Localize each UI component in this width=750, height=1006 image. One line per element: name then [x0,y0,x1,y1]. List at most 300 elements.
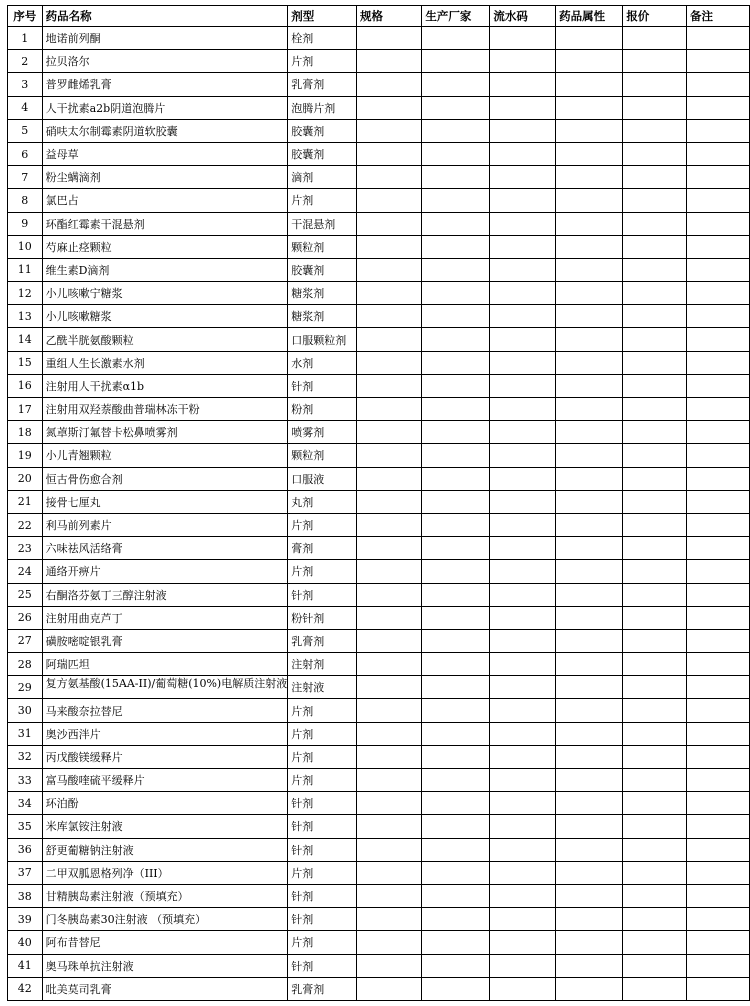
row-manufacturer-cell[interactable] [422,421,490,444]
row-remarks-cell[interactable] [687,305,750,328]
row-price-cell[interactable] [623,166,687,189]
row-spec-cell[interactable] [357,769,422,792]
row-drug-attribute-cell[interactable] [556,305,623,328]
row-price-cell[interactable] [623,908,687,931]
row-spec-cell[interactable] [357,908,422,931]
row-spec-cell[interactable] [357,282,422,305]
row-remarks-cell[interactable] [687,96,750,119]
row-serial-code-cell[interactable] [490,282,556,305]
row-remarks-cell[interactable] [687,189,750,212]
row-manufacturer-cell[interactable] [422,560,490,583]
row-drug-attribute-cell[interactable] [556,977,623,1000]
row-remarks-cell[interactable] [687,142,750,165]
row-drug-attribute-cell[interactable] [556,119,623,142]
row-manufacturer-cell[interactable] [422,73,490,96]
row-spec-cell[interactable] [357,722,422,745]
row-drug-attribute-cell[interactable] [556,212,623,235]
row-index: 13 [8,305,43,328]
row-manufacturer-cell[interactable] [422,212,490,235]
row-price-cell[interactable] [623,977,687,1000]
table-row [8,884,750,907]
row-price-cell[interactable] [623,235,687,258]
row-spec-cell[interactable] [357,258,422,281]
row-drug-attribute-cell[interactable] [556,815,623,838]
row-index: 12 [8,282,43,305]
row-remarks-cell[interactable] [687,513,750,536]
row-manufacturer-cell[interactable] [422,189,490,212]
row-manufacturer-cell[interactable] [422,537,490,560]
row-drug-attribute-cell[interactable] [556,792,623,815]
row-manufacturer-cell[interactable] [422,931,490,954]
row-serial-code-cell[interactable] [490,722,556,745]
row-serial-code-cell[interactable] [490,27,556,50]
row-drug-attribute-cell[interactable] [556,699,623,722]
row-spec-cell[interactable] [357,861,422,884]
row-spec-cell[interactable] [357,583,422,606]
row-drug-name: 利马前列素片 [42,513,288,536]
row-drug-attribute-cell[interactable] [556,769,623,792]
row-index: 1 [8,27,43,50]
row-price-cell[interactable] [623,560,687,583]
row-price-cell[interactable] [623,653,687,676]
row-dosage-form: 针剂 [288,954,357,977]
row-manufacturer-cell[interactable] [422,722,490,745]
row-drug-attribute-cell[interactable] [556,884,623,907]
row-remarks-cell[interactable] [687,490,750,513]
row-price-cell[interactable] [623,398,687,421]
row-dosage-form: 针剂 [288,815,357,838]
row-serial-code-cell[interactable] [490,50,556,73]
row-manufacturer-cell[interactable] [422,861,490,884]
row-serial-code-cell[interactable] [490,421,556,444]
row-spec-cell[interactable] [357,792,422,815]
row-remarks-cell[interactable] [687,537,750,560]
row-remarks-cell[interactable] [687,606,750,629]
row-remarks-cell[interactable] [687,166,750,189]
row-drug-attribute-cell[interactable] [556,745,623,768]
row-manufacturer-cell[interactable] [422,351,490,374]
row-dosage-form: 口服颗粒剂 [288,328,357,351]
table-row [8,769,750,792]
row-serial-code-cell[interactable] [490,490,556,513]
row-serial-code-cell[interactable] [490,560,556,583]
row-serial-code-cell[interactable] [490,212,556,235]
row-serial-code-cell[interactable] [490,606,556,629]
row-remarks-cell[interactable] [687,884,750,907]
row-drug-attribute-cell[interactable] [556,189,623,212]
row-serial-code-cell[interactable] [490,73,556,96]
row-serial-code-cell[interactable] [490,305,556,328]
table-row [8,119,750,142]
row-drug-attribute-cell[interactable] [556,351,623,374]
row-serial-code-cell[interactable] [490,142,556,165]
row-index: 31 [8,722,43,745]
row-serial-code-cell[interactable] [490,908,556,931]
row-price-cell[interactable] [623,328,687,351]
row-spec-cell[interactable] [357,328,422,351]
row-remarks-cell[interactable] [687,258,750,281]
row-price-cell[interactable] [623,119,687,142]
row-spec-cell[interactable] [357,235,422,258]
row-serial-code-cell[interactable] [490,629,556,652]
row-spec-cell[interactable] [357,838,422,861]
row-manufacturer-cell[interactable] [422,699,490,722]
row-price-cell[interactable] [623,699,687,722]
row-serial-code-cell[interactable] [490,583,556,606]
row-drug-attribute-cell[interactable] [556,258,623,281]
row-index: 37 [8,861,43,884]
row-remarks-cell[interactable] [687,861,750,884]
row-index: 7 [8,166,43,189]
row-spec-cell[interactable] [357,27,422,50]
row-spec-cell[interactable] [357,212,422,235]
row-drug-name: 粉尘螨滴剂 [42,166,288,189]
table-row [8,212,750,235]
row-index: 23 [8,537,43,560]
row-dosage-form: 片剂 [288,699,357,722]
table-row [8,235,750,258]
row-manufacturer-cell[interactable] [422,258,490,281]
row-manufacturer-cell[interactable] [422,444,490,467]
row-serial-code-cell[interactable] [490,513,556,536]
row-serial-code-cell[interactable] [490,676,556,699]
row-serial-code-cell[interactable] [490,977,556,1000]
row-remarks-cell[interactable] [687,977,750,1000]
row-price-cell[interactable] [623,351,687,374]
row-manufacturer-cell[interactable] [422,305,490,328]
row-spec-cell[interactable] [357,653,422,676]
row-price-cell[interactable] [623,305,687,328]
row-drug-attribute-cell[interactable] [556,96,623,119]
row-manufacturer-cell[interactable] [422,27,490,50]
row-serial-code-cell[interactable] [490,653,556,676]
row-spec-cell[interactable] [357,398,422,421]
row-serial-code-cell[interactable] [490,792,556,815]
row-drug-attribute-cell[interactable] [556,50,623,73]
row-manufacturer-cell[interactable] [422,629,490,652]
row-spec-cell[interactable] [357,421,422,444]
table-row [8,676,750,699]
row-remarks-cell[interactable] [687,50,750,73]
row-dosage-form: 粉针剂 [288,606,357,629]
row-price-cell[interactable] [623,745,687,768]
row-spec-cell[interactable] [357,189,422,212]
row-drug-attribute-cell[interactable] [556,653,623,676]
row-drug-attribute-cell[interactable] [556,722,623,745]
row-drug-attribute-cell[interactable] [556,328,623,351]
row-drug-attribute-cell[interactable] [556,513,623,536]
table-row [8,490,750,513]
row-manufacturer-cell[interactable] [422,838,490,861]
row-price-cell[interactable] [623,838,687,861]
row-serial-code-cell[interactable] [490,954,556,977]
row-serial-code-cell[interactable] [490,96,556,119]
row-manufacturer-cell[interactable] [422,96,490,119]
row-price-cell[interactable] [623,282,687,305]
row-drug-attribute-cell[interactable] [556,908,623,931]
row-drug-attribute-cell[interactable] [556,606,623,629]
row-price-cell[interactable] [623,722,687,745]
table-row [8,351,750,374]
row-drug-attribute-cell[interactable] [556,27,623,50]
row-spec-cell[interactable] [357,50,422,73]
row-drug-attribute-cell[interactable] [556,166,623,189]
row-serial-code-cell[interactable] [490,745,556,768]
row-drug-name: 重组人生长激素水剂 [42,351,288,374]
row-price-cell[interactable] [623,444,687,467]
row-spec-cell[interactable] [357,954,422,977]
row-serial-code-cell[interactable] [490,699,556,722]
row-price-cell[interactable] [623,815,687,838]
table-body [8,27,750,1001]
row-drug-attribute-cell[interactable] [556,931,623,954]
row-manufacturer-cell[interactable] [422,606,490,629]
row-drug-name-text: 复方氨基酸(15AA-II)/葡萄糖(10%)电解质注射液 [45,677,288,691]
row-serial-code-cell[interactable] [490,374,556,397]
row-manufacturer-cell[interactable] [422,467,490,490]
row-drug-attribute-cell[interactable] [556,560,623,583]
row-index: 30 [8,699,43,722]
row-price-cell[interactable] [623,861,687,884]
row-spec-cell[interactable] [357,142,422,165]
row-serial-code-cell[interactable] [490,815,556,838]
row-spec-cell[interactable] [357,119,422,142]
table-row [8,50,750,73]
row-remarks-cell[interactable] [687,119,750,142]
row-price-cell[interactable] [623,537,687,560]
row-price-cell[interactable] [623,606,687,629]
row-manufacturer-cell[interactable] [422,142,490,165]
row-drug-attribute-cell[interactable] [556,73,623,96]
row-price-cell[interactable] [623,769,687,792]
row-manufacturer-cell[interactable] [422,977,490,1000]
row-spec-cell[interactable] [357,931,422,954]
row-manufacturer-cell[interactable] [422,908,490,931]
row-drug-attribute-cell[interactable] [556,398,623,421]
row-manufacturer-cell[interactable] [422,282,490,305]
row-remarks-cell[interactable] [687,444,750,467]
row-manufacturer-cell[interactable] [422,374,490,397]
row-spec-cell[interactable] [357,537,422,560]
row-remarks-cell[interactable] [687,629,750,652]
row-drug-name: 恒古骨伤愈合剂 [42,467,288,490]
row-manufacturer-cell[interactable] [422,676,490,699]
row-remarks-cell[interactable] [687,235,750,258]
row-dosage-form: 针剂 [288,884,357,907]
row-index: 15 [8,351,43,374]
row-spec-cell[interactable] [357,467,422,490]
row-remarks-cell[interactable] [687,560,750,583]
row-remarks-cell[interactable] [687,398,750,421]
row-manufacturer-cell[interactable] [422,513,490,536]
row-dosage-form: 口服液 [288,467,357,490]
row-price-cell[interactable] [623,50,687,73]
row-remarks-cell[interactable] [687,351,750,374]
row-dosage-form: 水剂 [288,351,357,374]
row-serial-code-cell[interactable] [490,838,556,861]
row-remarks-cell[interactable] [687,583,750,606]
row-remarks-cell[interactable] [687,328,750,351]
row-spec-cell[interactable] [357,699,422,722]
row-manufacturer-cell[interactable] [422,398,490,421]
row-drug-attribute-cell[interactable] [556,537,623,560]
row-drug-attribute-cell[interactable] [556,374,623,397]
row-serial-code-cell[interactable] [490,537,556,560]
row-manufacturer-cell[interactable] [422,884,490,907]
row-dosage-form: 粉剂 [288,398,357,421]
row-drug-name: 人干扰素a2b阴道泡腾片 [42,96,288,119]
row-remarks-cell[interactable] [687,699,750,722]
table-row [8,73,750,96]
row-serial-code-cell[interactable] [490,166,556,189]
row-drug-attribute-cell[interactable] [556,444,623,467]
table-row [8,166,750,189]
row-spec-cell[interactable] [357,629,422,652]
row-serial-code-cell[interactable] [490,235,556,258]
row-drug-attribute-cell[interactable] [556,838,623,861]
row-serial-code-cell[interactable] [490,444,556,467]
row-price-cell[interactable] [623,73,687,96]
row-spec-cell[interactable] [357,745,422,768]
row-remarks-cell[interactable] [687,815,750,838]
row-price-cell[interactable] [623,421,687,444]
row-manufacturer-cell[interactable] [422,653,490,676]
row-price-cell[interactable] [623,513,687,536]
row-spec-cell[interactable] [357,560,422,583]
row-spec-cell[interactable] [357,305,422,328]
row-dosage-form: 滴剂 [288,166,357,189]
row-spec-cell[interactable] [357,884,422,907]
row-price-cell[interactable] [623,884,687,907]
row-serial-code-cell[interactable] [490,258,556,281]
row-manufacturer-cell[interactable] [422,815,490,838]
row-remarks-cell[interactable] [687,908,750,931]
row-remarks-cell[interactable] [687,931,750,954]
row-serial-code-cell[interactable] [490,351,556,374]
row-manufacturer-cell[interactable] [422,583,490,606]
row-price-cell[interactable] [623,96,687,119]
row-spec-cell[interactable] [357,815,422,838]
row-serial-code-cell[interactable] [490,398,556,421]
row-dosage-form: 片剂 [288,513,357,536]
row-serial-code-cell[interactable] [490,328,556,351]
row-price-cell[interactable] [623,792,687,815]
row-spec-cell[interactable] [357,166,422,189]
row-remarks-cell[interactable] [687,745,750,768]
row-drug-attribute-cell[interactable] [556,421,623,444]
row-drug-attribute-cell[interactable] [556,490,623,513]
row-dosage-form: 胶囊剂 [288,258,357,281]
row-manufacturer-cell[interactable] [422,235,490,258]
row-price-cell[interactable] [623,931,687,954]
row-serial-code-cell[interactable] [490,861,556,884]
row-drug-attribute-cell[interactable] [556,142,623,165]
drug-quotation-table [7,5,750,1001]
row-drug-name: 氮䓬斯汀氟替卡松鼻喷雾剂 [42,421,288,444]
row-serial-code-cell[interactable] [490,119,556,142]
row-price-cell[interactable] [623,954,687,977]
row-price-cell[interactable] [623,676,687,699]
row-drug-attribute-cell[interactable] [556,467,623,490]
row-remarks-cell[interactable] [687,676,750,699]
row-manufacturer-cell[interactable] [422,119,490,142]
row-drug-attribute-cell[interactable] [556,235,623,258]
row-manufacturer-cell[interactable] [422,50,490,73]
row-remarks-cell[interactable] [687,722,750,745]
row-price-cell[interactable] [623,212,687,235]
row-spec-cell[interactable] [357,513,422,536]
row-spec-cell[interactable] [357,444,422,467]
row-drug-attribute-cell[interactable] [556,954,623,977]
row-drug-name: 吡美莫司乳膏 [42,977,288,1000]
row-remarks-cell[interactable] [687,954,750,977]
row-manufacturer-cell[interactable] [422,745,490,768]
row-manufacturer-cell[interactable] [422,954,490,977]
row-price-cell[interactable] [623,467,687,490]
row-spec-cell[interactable] [357,676,422,699]
table-row [8,328,750,351]
row-remarks-cell[interactable] [687,838,750,861]
row-remarks-cell[interactable] [687,73,750,96]
row-serial-code-cell[interactable] [490,884,556,907]
row-drug-name: 甘精胰岛素注射液（预填充） [42,884,288,907]
row-serial-code-cell[interactable] [490,189,556,212]
row-spec-cell[interactable] [357,374,422,397]
row-drug-attribute-cell[interactable] [556,583,623,606]
row-spec-cell[interactable] [357,490,422,513]
row-manufacturer-cell[interactable] [422,166,490,189]
row-spec-cell[interactable] [357,96,422,119]
row-drug-attribute-cell[interactable] [556,861,623,884]
table-row [8,142,750,165]
row-price-cell[interactable] [623,258,687,281]
row-price-cell[interactable] [623,490,687,513]
row-manufacturer-cell[interactable] [422,328,490,351]
row-drug-attribute-cell[interactable] [556,629,623,652]
row-remarks-cell[interactable] [687,27,750,50]
row-spec-cell[interactable] [357,606,422,629]
row-manufacturer-cell[interactable] [422,792,490,815]
row-remarks-cell[interactable] [687,653,750,676]
row-price-cell[interactable] [623,583,687,606]
row-price-cell[interactable] [623,189,687,212]
row-spec-cell[interactable] [357,73,422,96]
row-price-cell[interactable] [623,374,687,397]
row-spec-cell[interactable] [357,351,422,374]
row-remarks-cell[interactable] [687,769,750,792]
row-price-cell[interactable] [623,27,687,50]
row-serial-code-cell[interactable] [490,931,556,954]
row-drug-attribute-cell[interactable] [556,282,623,305]
row-drug-name: 注射用双羟萘酸曲普瑞林冻干粉 [42,398,288,421]
row-manufacturer-cell[interactable] [422,490,490,513]
row-drug-name: 注射用人干扰素α1b [42,374,288,397]
row-remarks-cell[interactable] [687,467,750,490]
row-index: 11 [8,258,43,281]
row-spec-cell[interactable] [357,977,422,1000]
row-price-cell[interactable] [623,629,687,652]
row-remarks-cell[interactable] [687,212,750,235]
row-serial-code-cell[interactable] [490,769,556,792]
row-drug-attribute-cell[interactable] [556,676,623,699]
row-serial-code-cell[interactable] [490,467,556,490]
row-manufacturer-cell[interactable] [422,769,490,792]
row-price-cell[interactable] [623,142,687,165]
row-remarks-cell[interactable] [687,421,750,444]
row-remarks-cell[interactable] [687,792,750,815]
row-remarks-cell[interactable] [687,282,750,305]
row-remarks-cell[interactable] [687,374,750,397]
